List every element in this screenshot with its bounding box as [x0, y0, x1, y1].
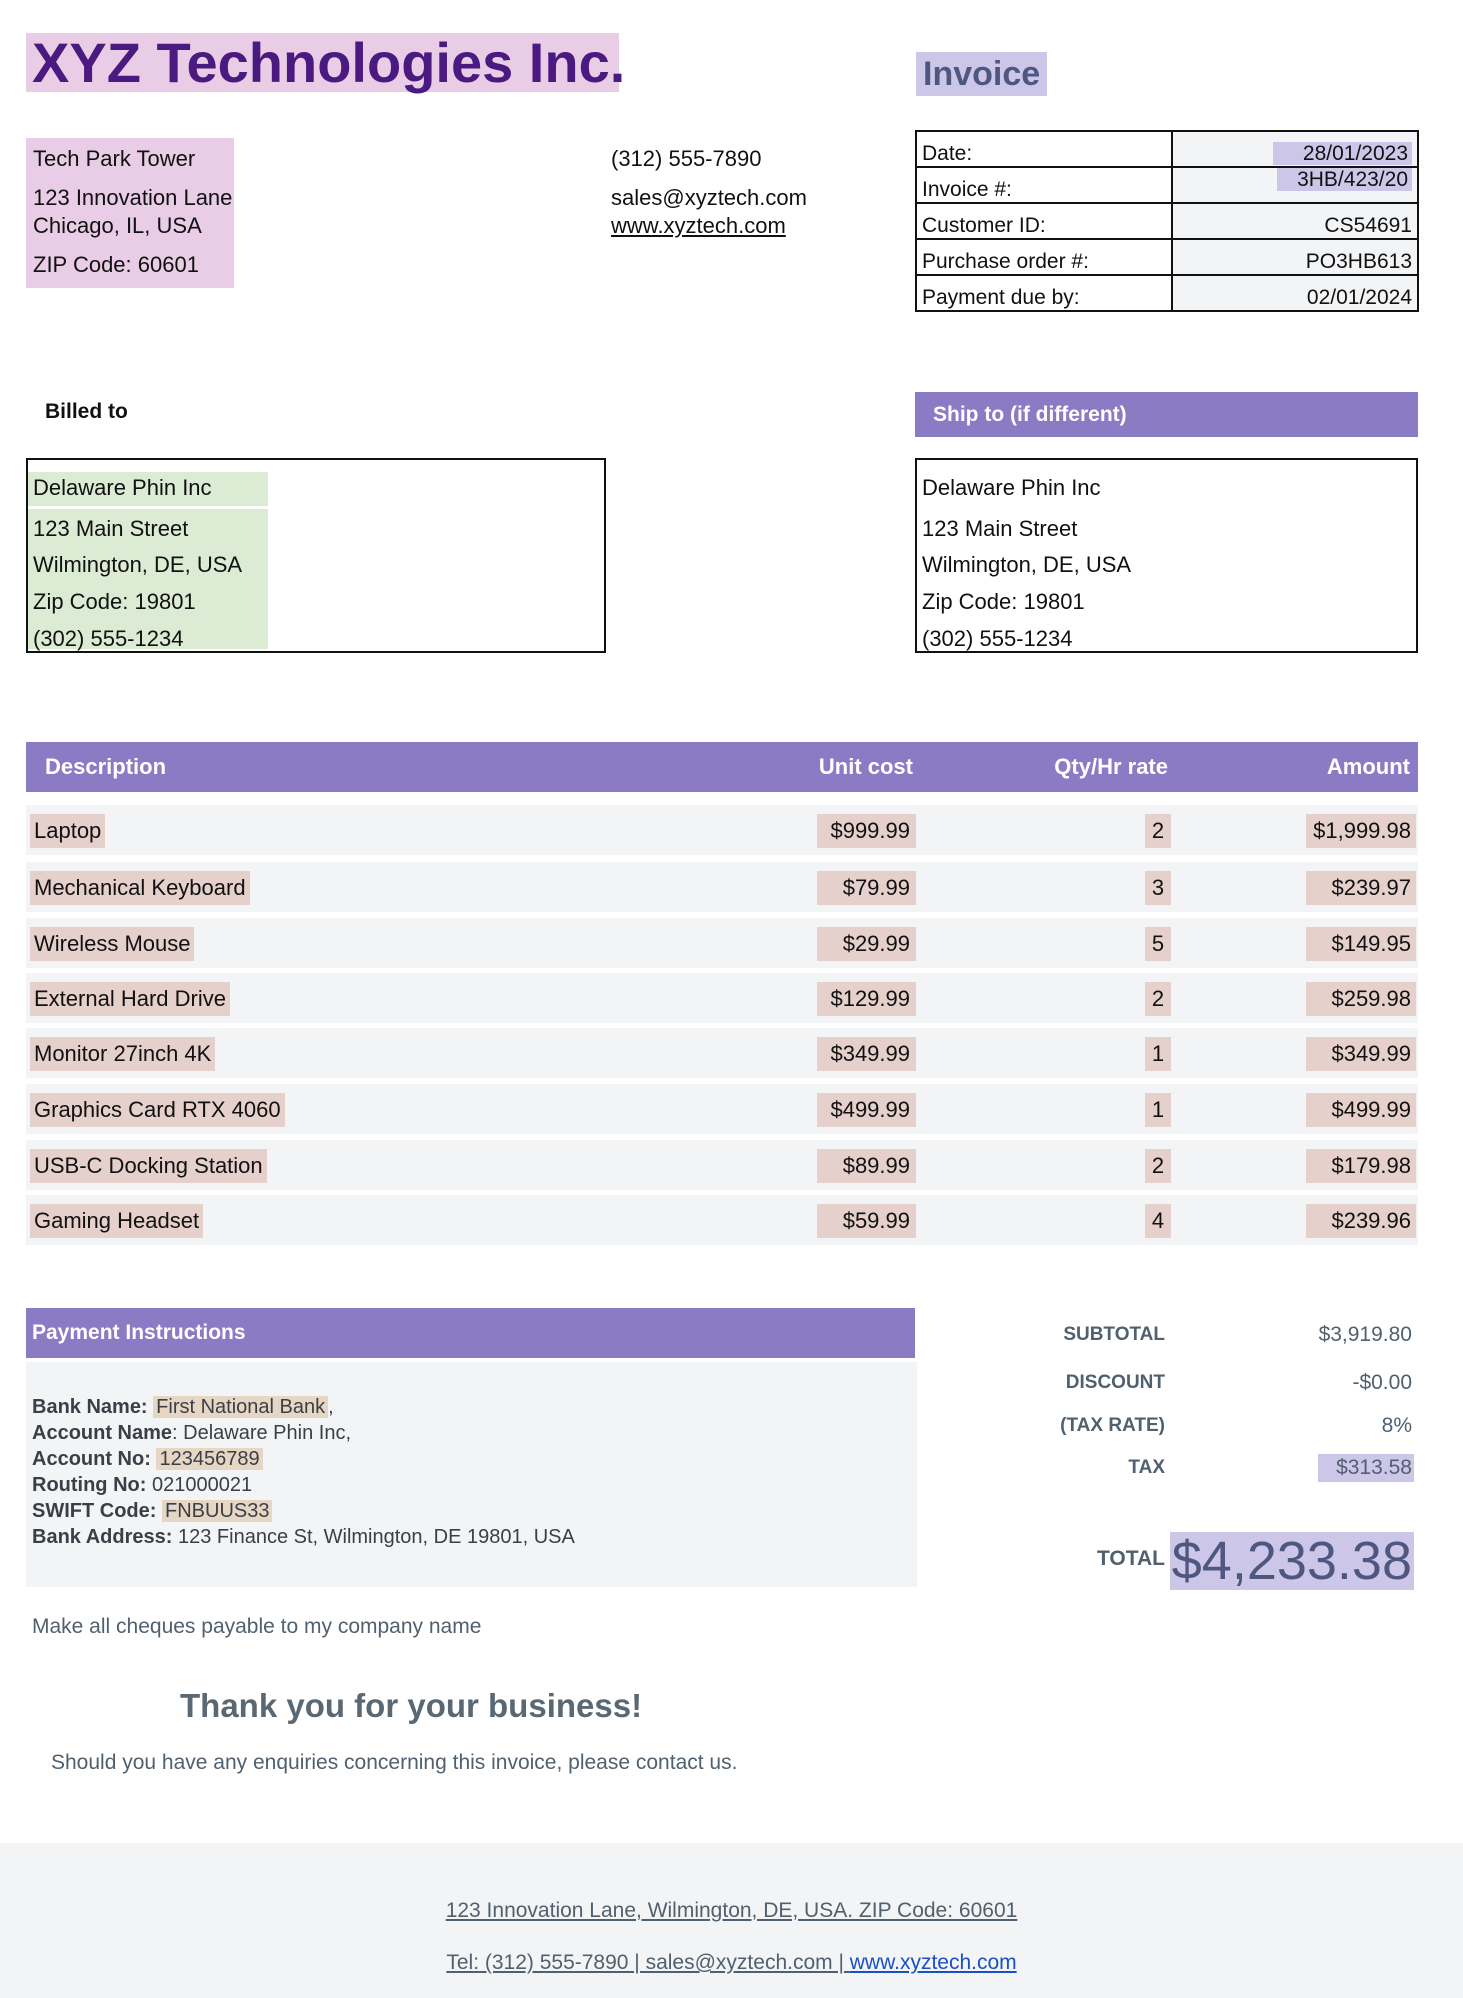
routing-label: Routing No: — [32, 1474, 147, 1496]
footer-contact-text: Tel: (312) 555-7890 | sales@xyztech.com | — [446, 1951, 850, 1974]
payment-instructions-header: Payment Instructions — [26, 1308, 915, 1358]
item-description: Mechanical Keyboard — [30, 871, 250, 905]
company-address-line: Tech Park Tower — [33, 146, 196, 171]
item-description: Graphics Card RTX 4060 — [30, 1093, 285, 1127]
payment-instructions-body — [26, 1362, 917, 1587]
item-unit-cost: $89.99 — [817, 1149, 916, 1183]
item-description: Gaming Headset — [30, 1204, 203, 1238]
tax-rate-label: (TAX RATE) — [1060, 1415, 1165, 1436]
bank-name-line: Bank Name: First National Bank , — [32, 1396, 334, 1418]
table-row — [26, 1195, 1418, 1245]
swift-label: SWIFT Code: — [32, 1500, 157, 1522]
table-row — [26, 918, 1418, 968]
total-label: TOTAL — [1096, 1547, 1165, 1570]
swift-line — [32, 1500, 272, 1523]
company-address-line: ZIP Code: 60601 — [33, 252, 199, 277]
ship-to-line: Delaware Phin Inc — [922, 475, 1101, 500]
ship-to-header: Ship to (if different) — [915, 392, 1418, 437]
invoice-number-value: 3HB/423/20 — [1277, 168, 1412, 191]
meta-row — [916, 275, 1418, 311]
item-description: External Hard Drive — [30, 982, 230, 1016]
item-amount: $179.98 — [1306, 1149, 1416, 1183]
meta-row — [916, 131, 1418, 167]
table-row — [26, 1028, 1418, 1078]
meta-row — [916, 203, 1418, 239]
footer — [0, 1843, 1463, 1998]
item-description: USB-C Docking Station — [30, 1149, 267, 1183]
account-no-value: 123456789 — [156, 1448, 262, 1470]
footer-address-text: 123 Innovation Lane, Wilmington, DE, USA. ZIP Code: 60601 — [445, 1899, 1018, 1922]
item-description: Monitor 27inch 4K — [30, 1037, 215, 1071]
company-phone: (312) 555-7890 — [611, 146, 762, 171]
tax-rate-value: 8% — [1381, 1414, 1412, 1437]
thank-you-message: Thank you for your business! — [180, 1687, 643, 1724]
total-value: $4,233.38 — [1171, 1531, 1412, 1591]
item-qty: 2 — [1145, 814, 1171, 848]
billed-to-line: Zip Code: 19801 — [33, 589, 196, 614]
date-value: 28/01/2023 — [1273, 142, 1412, 165]
routing-value: 021000021 — [151, 1474, 253, 1496]
meta-label: Payment due by: — [916, 275, 1172, 311]
customer-id-value: CS54691 — [1172, 203, 1418, 239]
item-description: Laptop — [30, 814, 105, 848]
table-row — [26, 805, 1418, 855]
table-row — [26, 1140, 1418, 1190]
account-name-value: : Delaware Phin Inc, — [172, 1422, 352, 1444]
item-qty: 2 — [1145, 982, 1171, 1016]
item-amount: $239.96 — [1306, 1204, 1416, 1238]
meta-label: Date: — [916, 131, 1172, 167]
item-unit-cost: $999.99 — [817, 814, 916, 848]
company-address-line: Chicago, IL, USA — [33, 213, 202, 238]
billed-to-line: (302) 555-1234 — [33, 626, 184, 651]
item-description: Wireless Mouse — [30, 927, 194, 961]
meta-row — [916, 239, 1418, 275]
header-description: Description — [45, 754, 167, 779]
footer-website-link[interactable]: www.xyztech.com — [849, 1951, 1017, 1974]
ship-to-line: (302) 555-1234 — [922, 626, 1073, 651]
header-amount: Amount — [1326, 754, 1410, 779]
meta-value — [1172, 131, 1418, 167]
item-qty: 1 — [1145, 1037, 1171, 1071]
tax-value: $313.58 — [1318, 1454, 1414, 1482]
item-unit-cost: $79.99 — [817, 871, 916, 905]
table-row — [26, 1084, 1418, 1134]
ship-to-line: Wilmington, DE, USA — [922, 552, 1132, 577]
swift-value: FNBUUS33 — [162, 1500, 272, 1522]
billed-to-line: Wilmington, DE, USA — [33, 552, 243, 577]
billed-to-line: Delaware Phin Inc — [33, 475, 212, 500]
item-qty: 5 — [1145, 927, 1171, 961]
company-address-line: 123 Innovation Lane — [33, 185, 233, 210]
account-name-line — [32, 1422, 351, 1445]
header-unit-cost: Unit cost — [818, 754, 913, 779]
billed-to-label: Billed to — [45, 400, 128, 423]
item-amount: $239.97 — [1306, 871, 1416, 905]
invoice-title: Invoice — [916, 52, 1047, 96]
bank-address-line — [32, 1526, 575, 1549]
footer-contact — [0, 1951, 1463, 1975]
item-unit-cost: $129.99 — [817, 982, 916, 1016]
account-no-label: Account No: — [32, 1448, 151, 1470]
account-no-line — [32, 1448, 263, 1471]
item-unit-cost: $59.99 — [817, 1204, 916, 1238]
items-table-header — [26, 742, 1418, 792]
table-row — [26, 973, 1418, 1023]
item-amount: $349.99 — [1306, 1037, 1416, 1071]
ship-to-line: Zip Code: 19801 — [922, 589, 1085, 614]
item-unit-cost: $349.99 — [817, 1037, 916, 1071]
item-qty: 1 — [1145, 1093, 1171, 1127]
meta-value — [1172, 167, 1418, 203]
subtotal-label: SUBTOTAL — [1063, 1324, 1165, 1345]
item-qty: 4 — [1145, 1204, 1171, 1238]
cheques-note: Make all cheques payable to my company name — [32, 1615, 482, 1638]
item-amount: $259.98 — [1306, 982, 1416, 1016]
item-qty: 2 — [1145, 1149, 1171, 1183]
item-amount: $149.95 — [1306, 927, 1416, 961]
payment-due-value: 02/01/2024 — [1172, 275, 1418, 311]
item-unit-cost: $499.99 — [817, 1093, 916, 1127]
account-name-label: Account Name — [32, 1422, 173, 1444]
company-website-link[interactable]: www.xyztech.com — [611, 213, 786, 238]
bank-address-value: 123 Finance St, Wilmington, DE 19801, USA — [177, 1526, 575, 1548]
subtotal-value: $3,919.80 — [1318, 1323, 1412, 1346]
discount-value: -$0.00 — [1352, 1371, 1412, 1394]
meta-label: Invoice #: — [916, 167, 1172, 203]
tax-label: TAX — [1128, 1457, 1165, 1478]
item-amount: $1,999.98 — [1306, 814, 1416, 848]
billed-to-line: 123 Main Street — [33, 516, 189, 541]
table-row — [26, 862, 1418, 912]
header-qty: Qty/Hr rate — [1054, 754, 1168, 779]
enquiries-note: Should you have any enquiries concerning this invoice, please contact us. — [51, 1751, 738, 1774]
company-name: XYZ Technologies Inc. — [26, 33, 619, 92]
routing-line — [32, 1474, 252, 1497]
item-qty: 3 — [1145, 871, 1171, 905]
ship-to-line: 123 Main Street — [922, 516, 1078, 541]
invoice-meta-table — [915, 130, 1419, 312]
company-email[interactable]: sales@xyztech.com — [611, 185, 807, 210]
item-amount: $499.99 — [1306, 1093, 1416, 1127]
purchase-order-value: PO3HB613 — [1172, 239, 1418, 275]
discount-label: DISCOUNT — [1065, 1372, 1165, 1393]
bank-address-label: Bank Address: — [32, 1526, 173, 1548]
footer-address — [0, 1899, 1463, 1923]
meta-row — [916, 167, 1418, 203]
meta-label: Customer ID: — [916, 203, 1172, 239]
meta-label: Purchase order #: — [916, 239, 1172, 275]
bank-name-label: Bank Name: — [32, 1396, 148, 1418]
bank-name-value: First National Bank — [153, 1396, 328, 1418]
item-unit-cost: $29.99 — [817, 927, 916, 961]
